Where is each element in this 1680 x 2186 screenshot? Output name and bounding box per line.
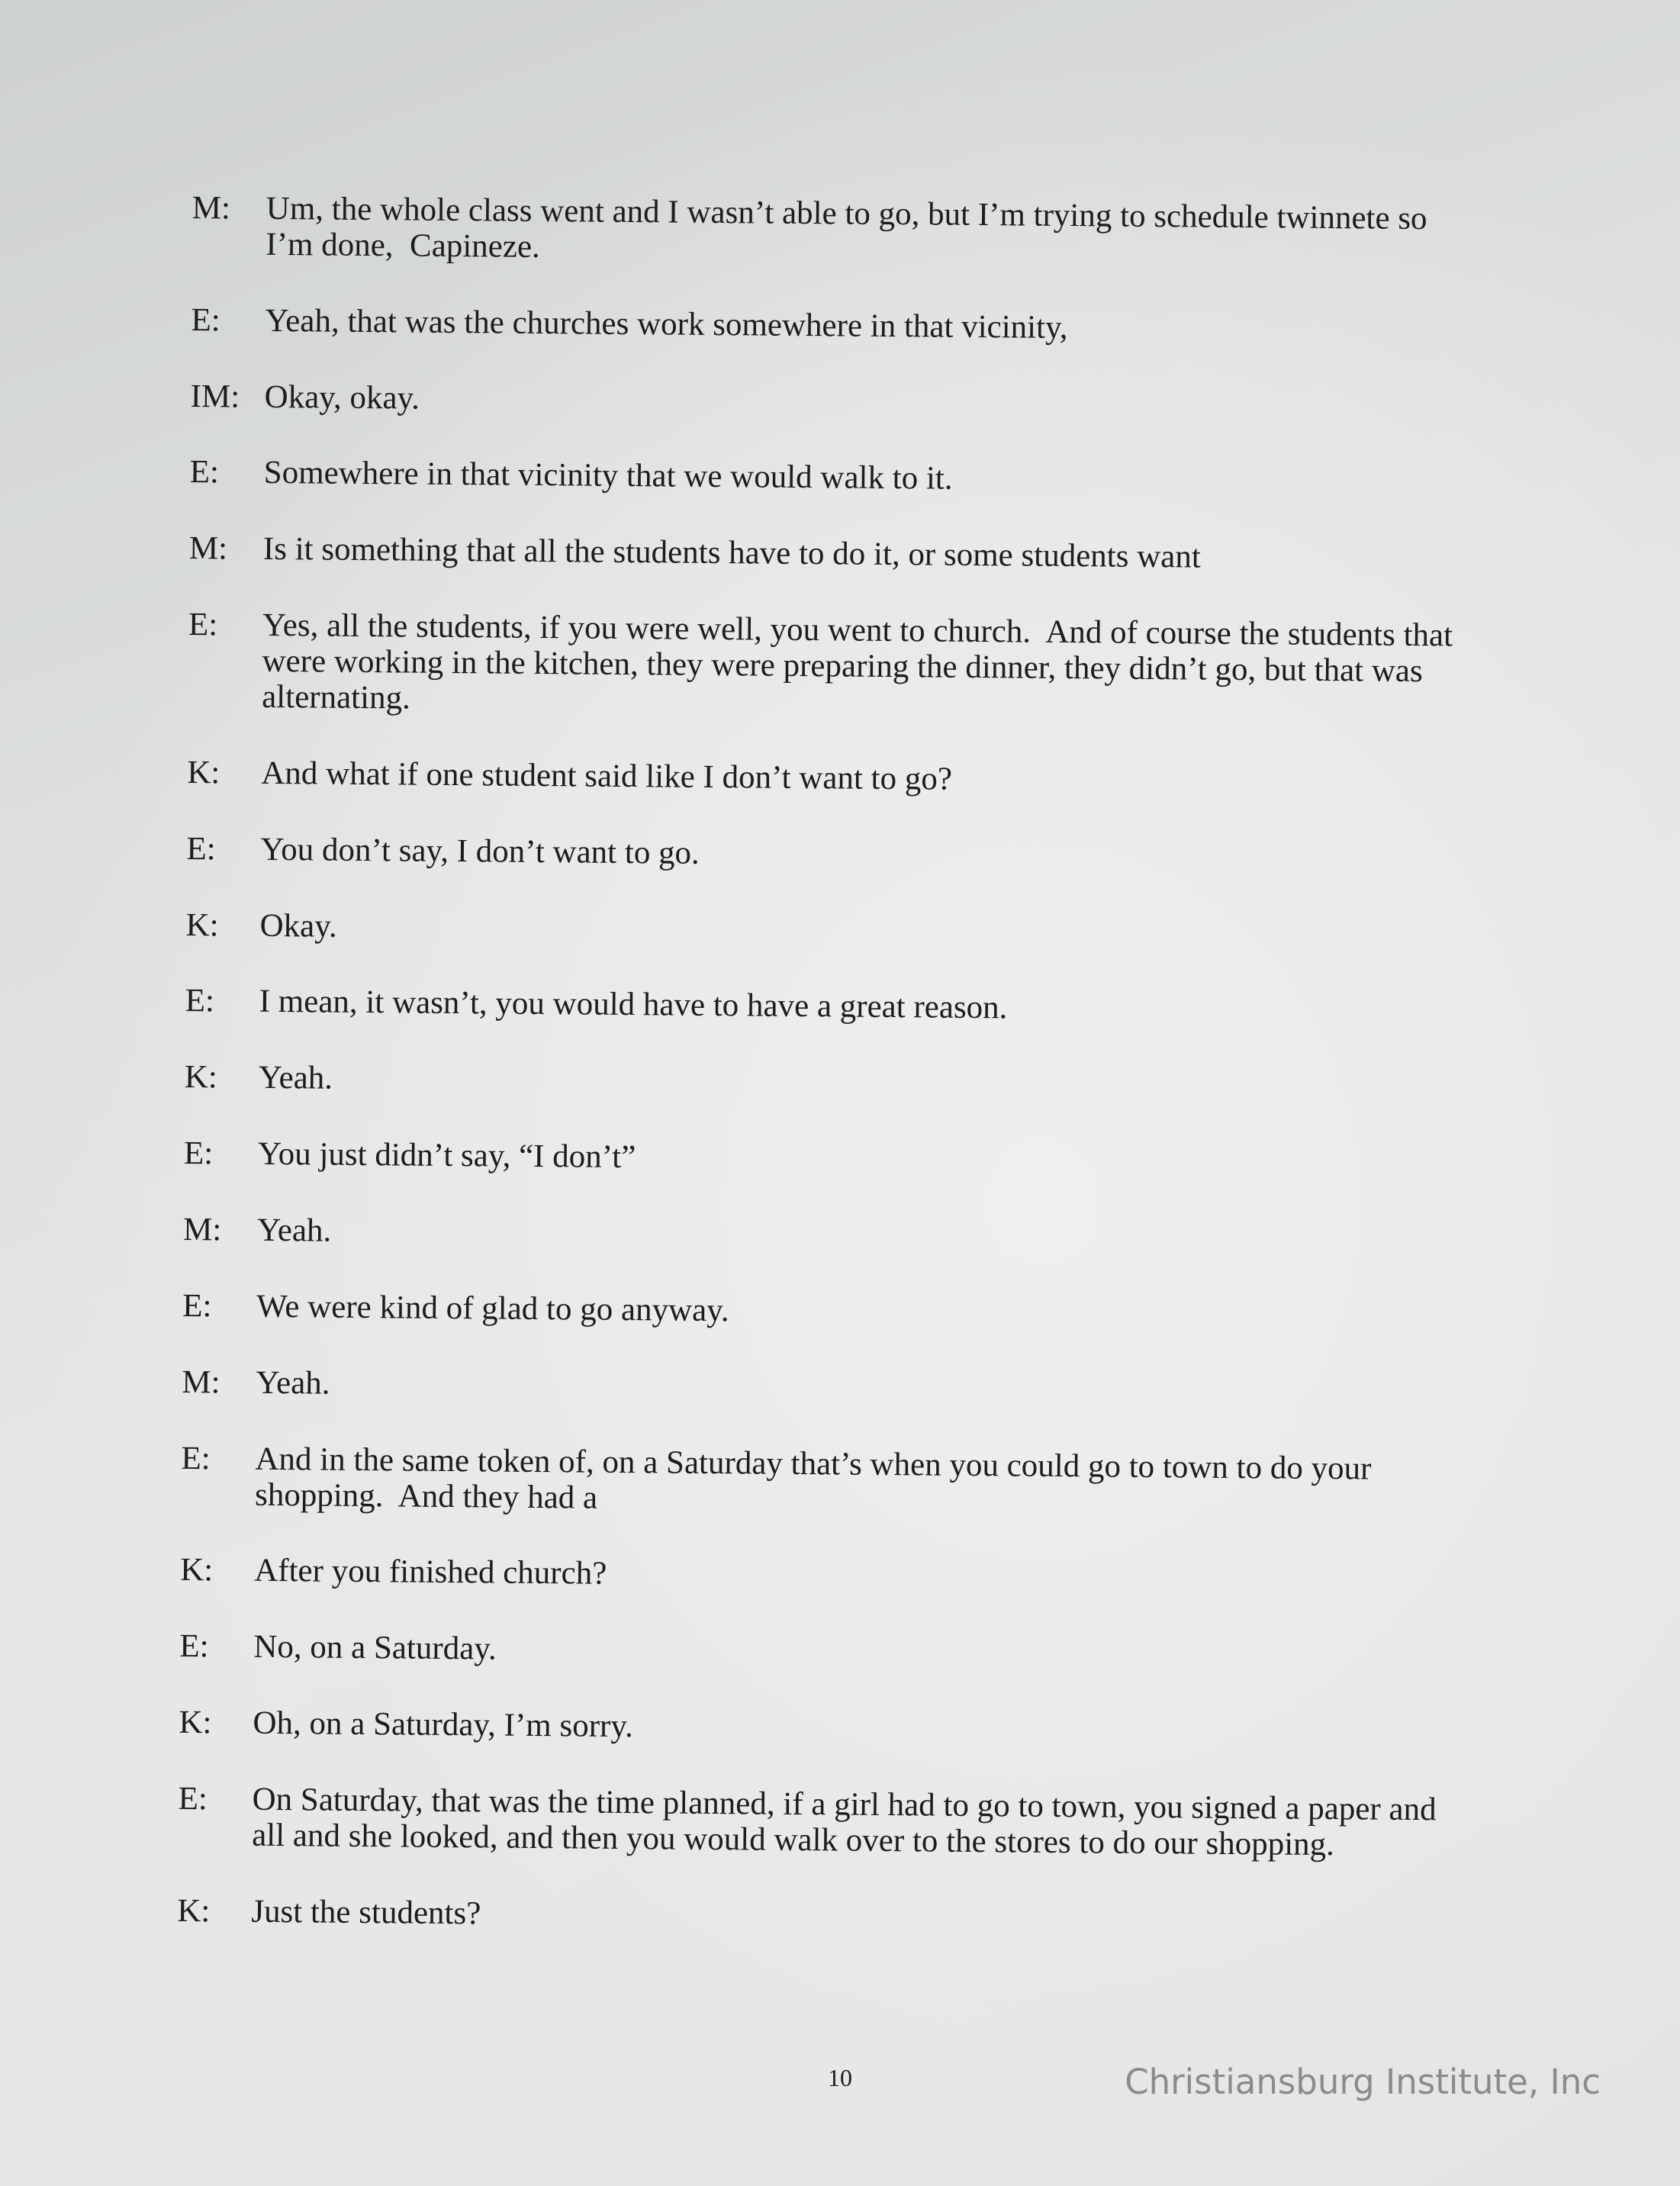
transcript-entry [182,1365,1524,1412]
transcript-entry [179,1629,1522,1676]
utterance-line: Okay. [259,907,337,945]
utterance-line: Somewhere in that vicinity that we would walk to it. [263,455,953,497]
transcript-entry [185,984,1528,1031]
speaker-label: K: [177,1892,211,1930]
speaker-label: E: [185,983,215,1019]
utterance-text [256,1366,1524,1412]
utterance-text [258,1137,1527,1183]
utterance-line: You don’t say, I don’t want to go. [260,831,700,871]
speaker-label: M: [188,530,228,567]
utterance-line: On Saturday, that was the time planned, if a girl had to go to town, you signed a paper and [252,1781,1437,1828]
speaker-label: K: [180,1552,214,1589]
utterance-line: Um, the whole class went and I wasn’t able to go, but I’m trying to schedule twinnete so [266,190,1427,237]
transcript-entry [185,1060,1527,1107]
speaker-label: E: [181,1440,211,1477]
utterance-line: After you finished church? [254,1553,607,1592]
transcript-entry [182,1289,1525,1336]
speaker-label: M: [191,190,231,227]
transcript-entry [177,1894,1520,1941]
speaker-label: K: [184,1059,218,1096]
utterance-line: Yeah. [258,1060,333,1096]
speaker-label: E: [191,301,220,339]
utterance-line: You just didn’t say, “I don’t” [257,1135,636,1176]
speaker-label: E: [188,607,218,643]
utterance-line: Yeah. [256,1212,332,1249]
speaker-label: E: [178,1781,208,1817]
utterance-text [256,1289,1525,1336]
utterance-line: Is it something that all the students have to do it, or some students want [262,531,1202,575]
utterance-text [266,192,1535,274]
utterance-text [255,1442,1524,1524]
speaker-label: E: [183,1135,214,1172]
transcript-entry [186,832,1529,879]
speaker-label: K: [179,1705,212,1741]
watermark: Christiansburg Institute, Inc [1125,2062,1601,2102]
utterance-text [254,1553,1523,1600]
utterance-text [253,1706,1521,1753]
transcript [177,191,1535,1982]
transcript-entry [191,303,1534,350]
transcript-entry [178,1782,1521,1865]
utterance-line: I mean, it wasn’t, you would have to have a great reason. [259,984,1008,1026]
utterance-line: And what if one student said like I don’t want to go? [261,755,953,797]
transcript-entry [190,379,1533,427]
utterance-text [257,1213,1526,1260]
page-number: 10 [828,2064,852,2091]
utterance-text [259,908,1528,955]
utterance-line: shopping. And they had a [254,1476,598,1516]
utterance-text [262,608,1531,726]
utterance-text [259,1061,1527,1107]
utterance-text [252,1782,1521,1865]
utterance-line: all and she looked, and then you would walk over to the stores to do our shopping. [251,1817,1335,1863]
utterance-text [251,1895,1520,1941]
speaker-label: IM: [190,378,240,415]
utterance-text [264,456,1533,502]
utterance-line: Yeah. [256,1364,330,1402]
utterance-line: Yes, all the students, if you were well, you went to church. And of course the students that [262,607,1453,654]
utterance-text [259,984,1528,1031]
utterance-line: Yeah, that was the churches work somewhere in that vicinity, [265,302,1068,346]
speaker-label: E: [182,1287,212,1325]
transcript-entry [185,907,1528,955]
utterance-line: And in the same token of, on a Saturday that’s when you could go to town to do your [255,1441,1372,1487]
speaker-label: E: [186,830,216,867]
transcript-entry [190,455,1533,502]
utterance-line: were working in the kitchen, they were preparing the dinner, they didn’t go, but that was [262,642,1423,690]
transcript-entry [181,1441,1524,1524]
speaker-label: E: [189,454,220,491]
utterance-text [261,756,1530,803]
utterance-line: Oh, on a Saturday, I’m sorry. [253,1705,634,1745]
transcript-entry [183,1212,1526,1260]
transcript-entry [179,1705,1521,1753]
transcript-entry [191,191,1535,274]
utterance-text [253,1630,1522,1676]
utterance-text [264,379,1533,426]
utterance-line: Just the students? [251,1893,481,1932]
utterance-line: I’m done, Capineze. [266,226,540,265]
speaker-label: M: [182,1212,222,1248]
utterance-text [260,832,1529,878]
utterance-line: alternating. [262,678,411,716]
utterance-line: No, on a Saturday. [253,1629,497,1667]
speaker-label: K: [187,754,220,791]
utterance-text [263,532,1532,578]
transcript-entry [189,531,1532,578]
speaker-label: K: [185,906,219,943]
speaker-label: M: [182,1363,220,1401]
transcript-entry [187,755,1530,803]
speaker-label: E: [179,1628,209,1665]
transcript-entry [188,607,1531,726]
utterance-line: We were kind of glad to go anyway. [256,1288,729,1329]
utterance-line: Okay, okay. [264,378,420,417]
utterance-text [265,304,1534,350]
transcript-entry [184,1136,1527,1183]
transcript-entry [180,1553,1523,1600]
